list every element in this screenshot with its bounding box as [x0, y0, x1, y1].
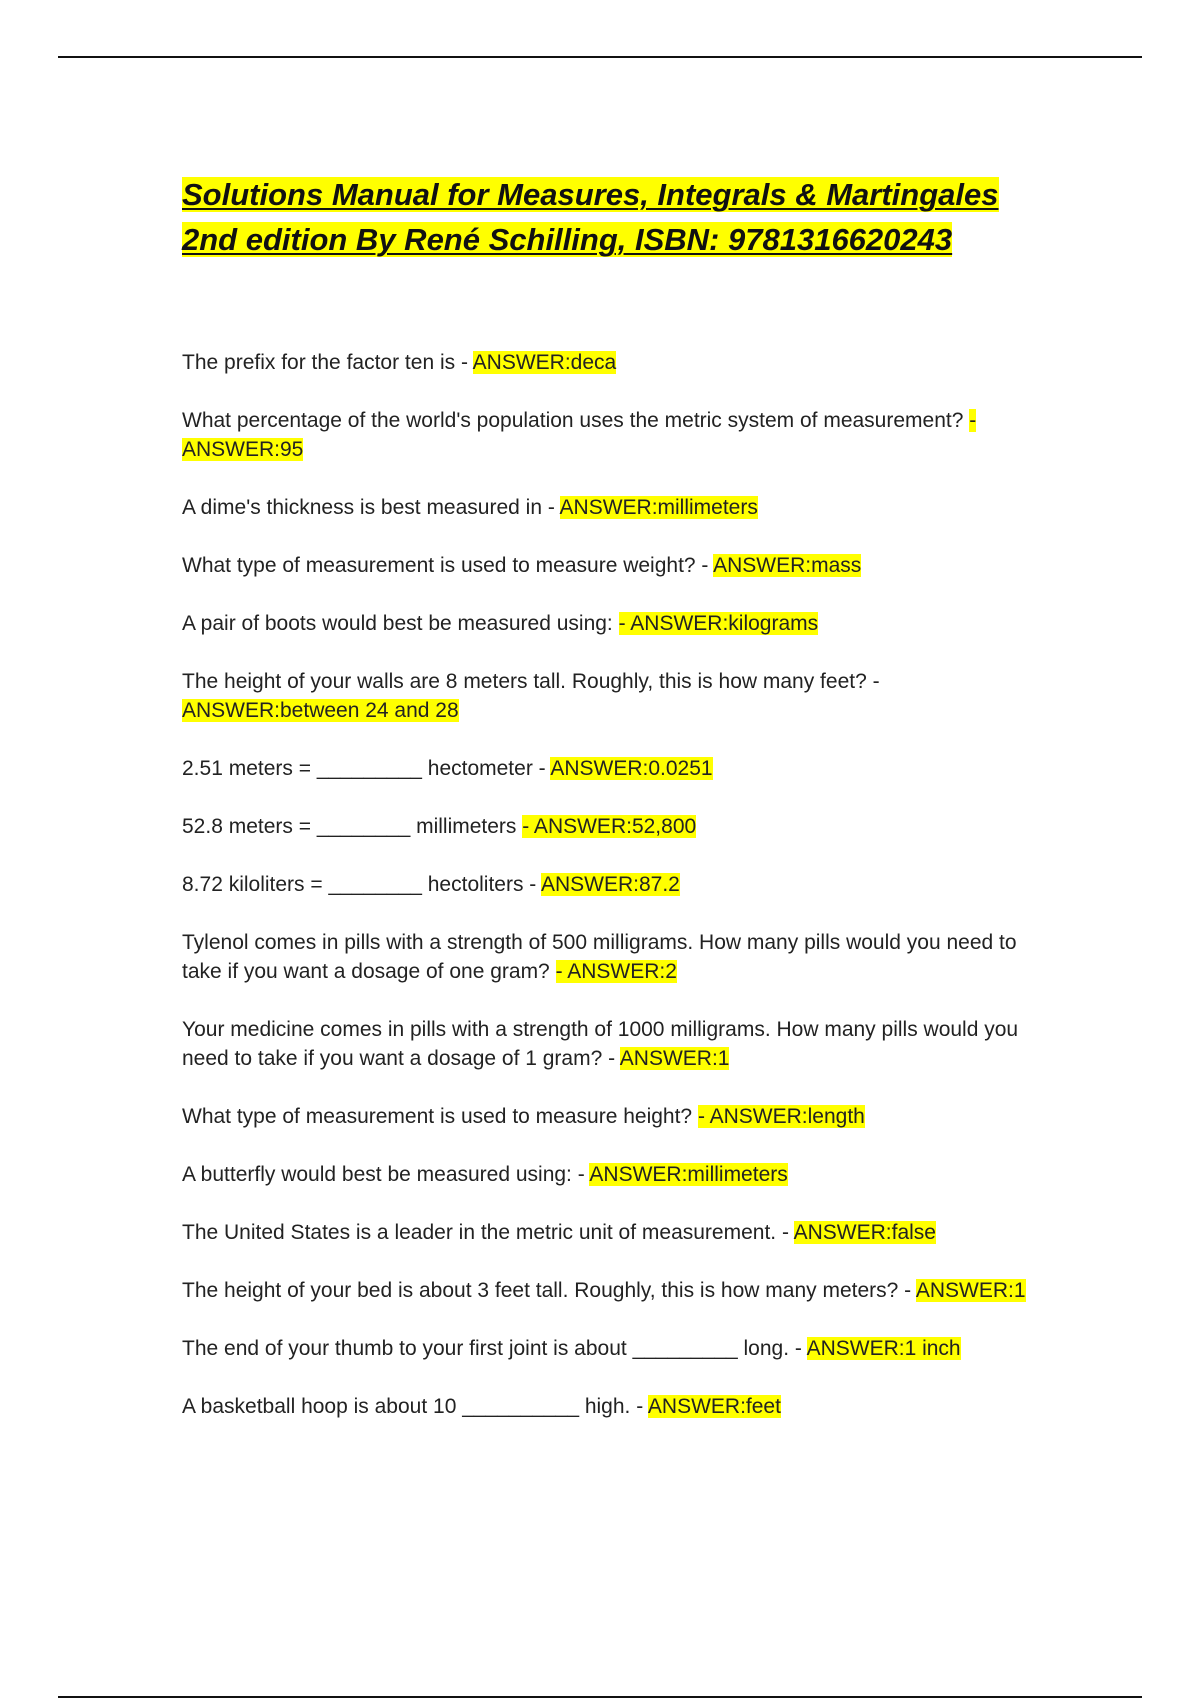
qa-item — [182, 406, 1042, 464]
question-text: The end of your thumb to your first joint is about _________ long. - — [182, 1337, 807, 1360]
document-title-text: Solutions Manual for Measures, Integrals & Martingales 2nd edition By René Schilling, ISBN: 9781316620243 — [182, 177, 999, 257]
qa-item — [182, 928, 1042, 986]
qa-item — [182, 1392, 1042, 1421]
question-text: 52.8 meters = ________ millimeters — [182, 815, 523, 838]
answer-text: ANSWER:millimeters — [559, 496, 758, 519]
qa-item — [182, 1334, 1042, 1363]
qa-item — [182, 812, 1042, 841]
qa-list — [182, 348, 1042, 1421]
qa-item — [182, 551, 1042, 580]
qa-item — [182, 1102, 1042, 1131]
answer-text: ANSWER:87.2 — [540, 873, 680, 896]
qa-item — [182, 870, 1042, 899]
qa-item — [182, 493, 1042, 522]
answer-text: ANSWER:between 24 and 28 — [182, 699, 459, 722]
question-text: The height of your walls are 8 meters tall. Roughly, this is how many feet? - — [182, 670, 880, 693]
question-text: A basketball hoop is about 10 __________ high. - — [182, 1395, 648, 1418]
answer-text: ANSWER:1 — [915, 1279, 1026, 1302]
question-text: What type of measurement is used to measure height? — [182, 1105, 698, 1128]
answer-text: ANSWER:mass — [713, 554, 862, 577]
qa-item — [182, 348, 1042, 377]
question-text: 2.51 meters = _________ hectometer - — [182, 757, 551, 780]
answer-text: - ANSWER:kilograms — [618, 612, 819, 635]
answer-text: - ANSWER:95 — [182, 409, 977, 461]
footer-rule — [58, 1696, 1142, 1698]
answer-text: ANSWER:feet — [647, 1395, 781, 1418]
qa-item — [182, 667, 1042, 725]
answer-text: ANSWER:1 inch — [806, 1337, 961, 1360]
qa-item — [182, 1276, 1042, 1305]
document-title — [182, 172, 1042, 262]
question-text: 8.72 kiloliters = ________ hectoliters - — [182, 873, 541, 896]
answer-text: ANSWER:1 — [619, 1047, 730, 1070]
answer-text: - ANSWER:length — [697, 1105, 865, 1128]
answer-text: - ANSWER:52,800 — [522, 815, 697, 838]
question-text: Tylenol comes in pills with a strength of 500 milligrams. How many pills would you need to take if you want a dosage of one gram? — [182, 931, 1017, 983]
question-text: A dime's thickness is best measured in - — [182, 496, 560, 519]
header-rule — [58, 56, 1142, 58]
answer-text: ANSWER:millimeters — [589, 1163, 788, 1186]
answer-text: ANSWER:deca — [472, 351, 617, 374]
question-text: The United States is a leader in the metric unit of measurement. - — [182, 1221, 794, 1244]
question-text: What type of measurement is used to measure weight? - — [182, 554, 714, 577]
question-text: What percentage of the world's population uses the metric system of measurement? — [182, 409, 970, 432]
qa-item — [182, 754, 1042, 783]
answer-text: ANSWER:0.0251 — [550, 757, 713, 780]
question-text: The prefix for the factor ten is - — [182, 351, 473, 374]
document-body — [182, 172, 1042, 1450]
answer-text: - ANSWER:2 — [555, 960, 677, 983]
qa-item — [182, 1015, 1042, 1073]
qa-item — [182, 609, 1042, 638]
qa-item — [182, 1160, 1042, 1189]
answer-text: ANSWER:false — [793, 1221, 936, 1244]
question-text: The height of your bed is about 3 feet tall. Roughly, this is how many meters? - — [182, 1279, 916, 1302]
question-text: A pair of boots would best be measured using: — [182, 612, 619, 635]
question-text: A butterfly would best be measured using: - — [182, 1163, 590, 1186]
qa-item — [182, 1218, 1042, 1247]
question-text: Your medicine comes in pills with a strength of 1000 milligrams. How many pills would you need to take if you want a dosage of 1 gram? - — [182, 1018, 1019, 1070]
